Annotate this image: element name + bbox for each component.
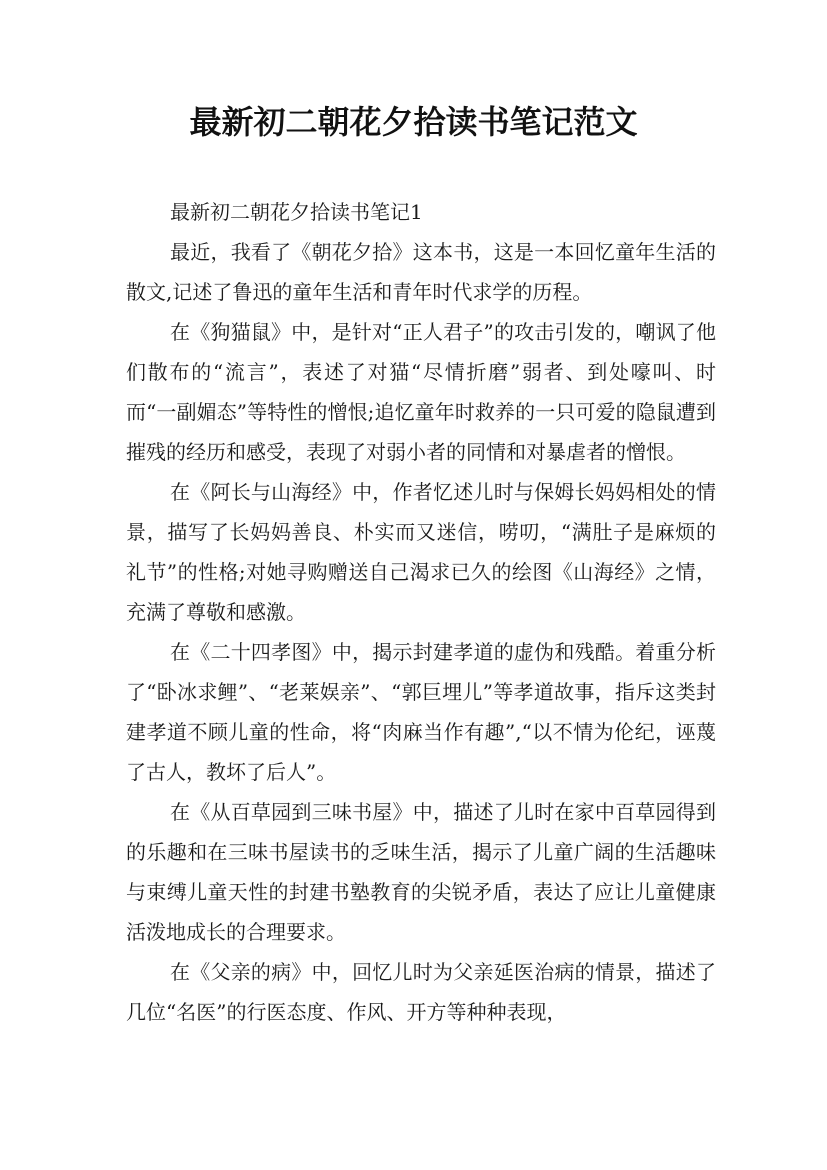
paragraph-intro: 最近，我看了《朝花夕拾》这本书，这是一本回忆童年生活的散文,记述了鲁迅的童年生活和青年时代求学的历程。 — [126, 240, 716, 304]
section-heading: 最新初二朝花夕拾读书笔记1 — [170, 200, 423, 224]
document-title: 最新初二朝花夕拾读书笔记范文 — [189, 103, 638, 141]
paragraph-dog-cat-mouse: 在《狗猫鼠》中，是针对“正人君子”的攻击引发的，嘲讽了他们散布的“流言”，表述了对猫“尽情折磨”弱者、到处嚎叫、时而“一副媚态”等特性的憎恨;追忆童年时救养的一只可爱的隐鼠遭到摧残的经历和感受，表现了对弱小者的同情和对暴虐者的憎恨。 — [126, 320, 716, 464]
paragraph-hundred-plant-garden: 在《从百草园到三味书屋》中，描述了儿时在家中百草园得到的乐趣和在三味书屋读书的乏味生活，揭示了儿童广阔的生活趣味与束缚儿童天性的封建书塾教育的尖锐矛盾，表达了应让儿童健康活泼地成长的合理要求。 — [126, 800, 716, 944]
paragraph-ah-chang: 在《阿长与山海经》中，作者忆述儿时与保姆长妈妈相处的情景，描写了长妈妈善良、朴实而又迷信，唠叨，“满肚子是麻烦的礼节”的性格;对她寻购赠送自己渴求已久的绘图《山海经》之情，充满了尊敬和感激。 — [126, 480, 716, 624]
document-body — [126, 192, 716, 1032]
paragraph-filial-piety: 在《二十四孝图》中，揭示封建孝道的虚伪和残酷。着重分析了“卧冰求鲤”、“老莱娱亲”、“郭巨埋儿”等孝道故事，指斥这类封建孝道不顾儿童的性命，将“肉麻当作有趣”,“以不情为伦纪，诬蔑了古人，教坏了后人”。 — [126, 640, 716, 784]
paragraph-fathers-illness: 在《父亲的病》中，回忆儿时为父亲延医治病的情景，描述了几位“名医”的行医态度、作风、开方等种种表现， — [126, 960, 716, 1024]
